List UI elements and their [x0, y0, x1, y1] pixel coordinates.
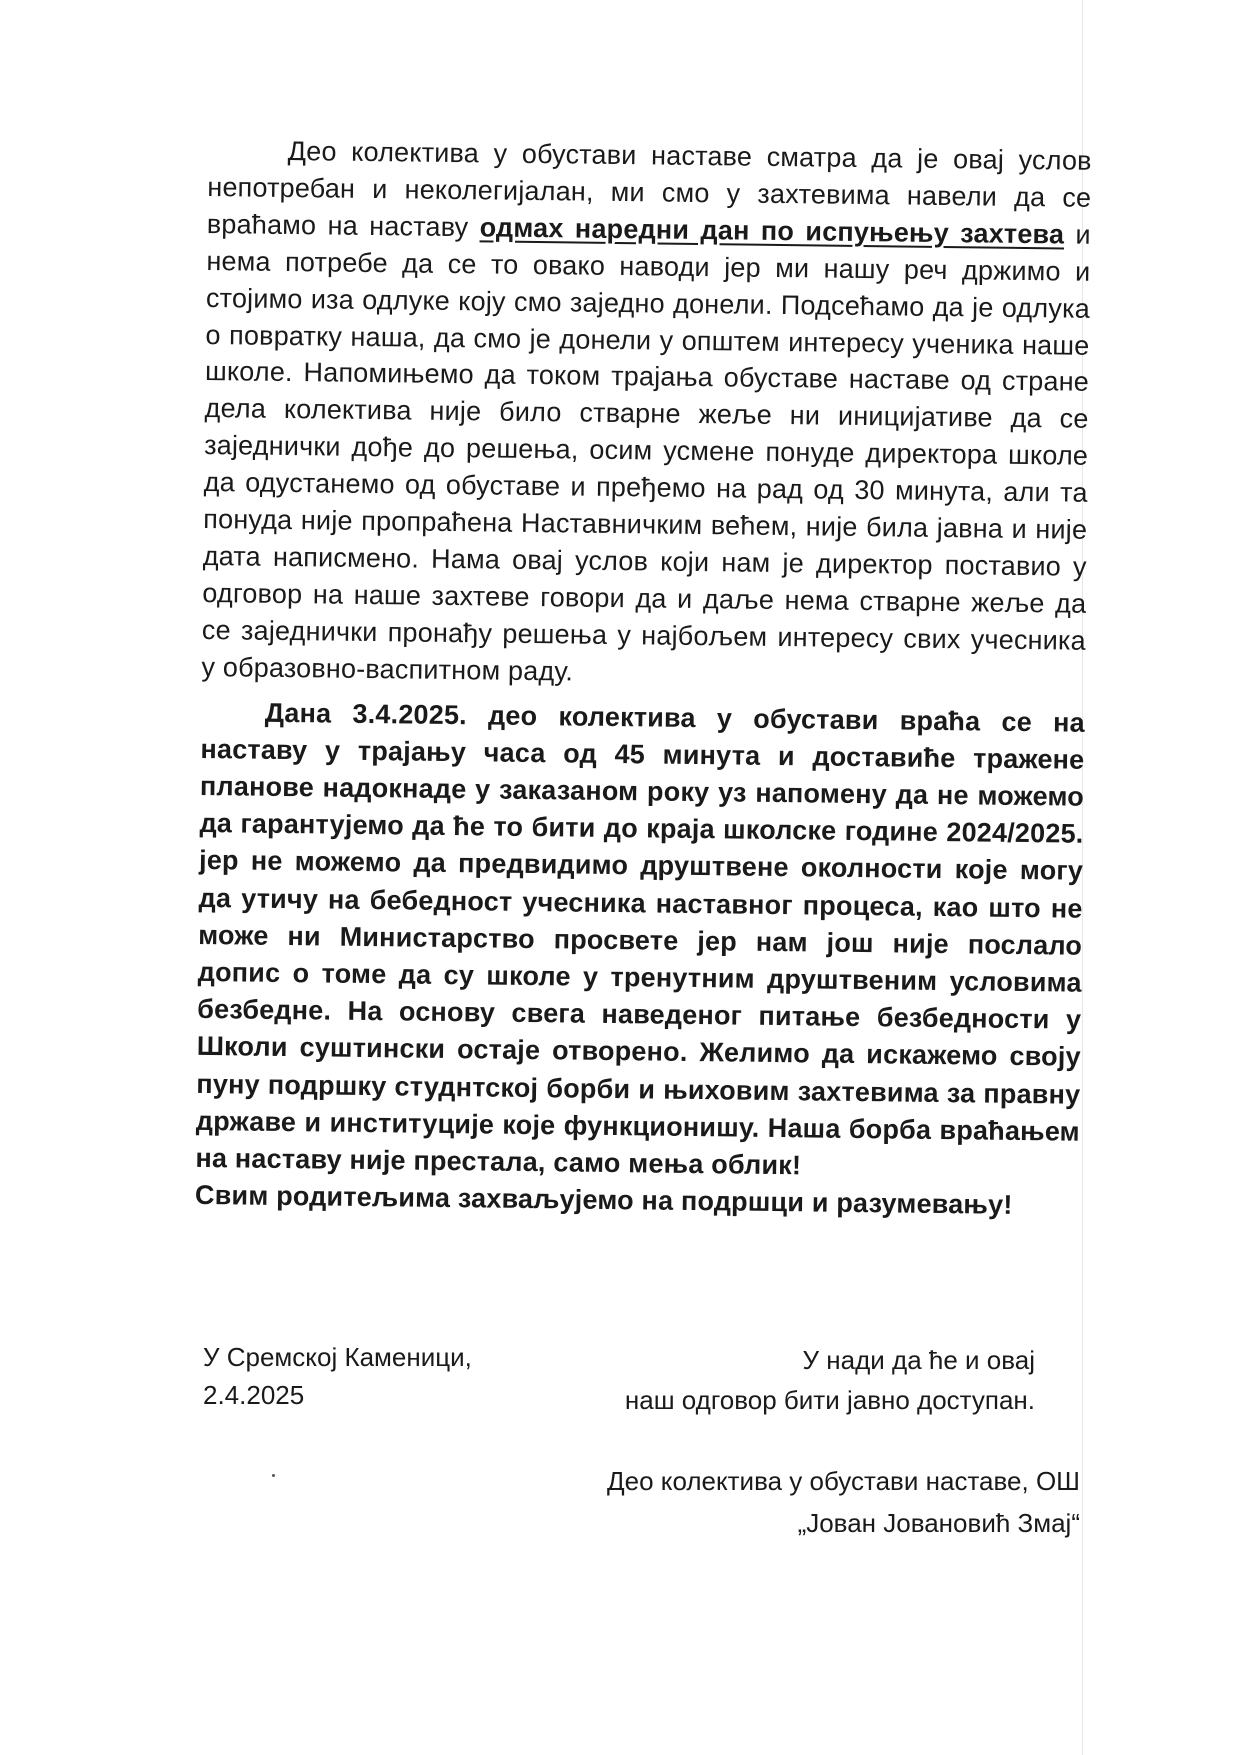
underlined-emphasis: одмах наредни дан по испуњењу захтева — [479, 212, 1065, 250]
scan-speck — [272, 1474, 275, 1477]
closing-thanks: Свим родитељима захваљујемо на подршци и разумевању! — [194, 1180, 1013, 1221]
paragraph-2-text: Дана 3.4.2025. део колектива у обустави враћа се на наставу у трајању часа од 45 минута и доставиће тражене планове надокнаде у заказаном року уз напомену да не можемо да гарантујемо да ће то бити до краја школске године 2024/2025. јер не можемо да предвидимо друштвене околности које могу да утичу на бебедност учесника наставног процеса, као што не може ни Министарство просвете јер нам још није послало допис о томе да су школе у тренутним друштвеним условима безбедне. На основу свега наведеног питање безбедности у Школи суштински остаје отворено. Желимо да искажемо своју пуну подршку студнтској борби и њиховим захтевима за правну државе и институције које функционишу. Наша борба враћањем на наставу није престала, само мења облик! — [195, 697, 1086, 1181]
letter-body — [195, 132, 1092, 1225]
date-text: 2.4.2025 — [203, 1380, 305, 1410]
signature-block — [560, 1460, 1080, 1544]
hope-line-1: У нади да ће и овај — [802, 1345, 1035, 1375]
place-and-date — [203, 1338, 472, 1414]
paragraph-1 — [201, 132, 1092, 696]
paragraph-1-intro: Део колектива у обустави наставе сматра да је овај услов непотребан и неколегијалан, ми смо у захтевима навели да се враћамо на наставу — [206, 135, 1092, 243]
place-text: У Сремској Каменици, — [203, 1342, 472, 1372]
signature-line-2: „Јован Јовановић Змај“ — [797, 1508, 1080, 1538]
hope-note — [565, 1340, 1035, 1420]
paragraph-1-rest: и нема потребе да се то овако наводи јер ми нашу реч држимо и стојимо иза одлуке коју смо заједно донели. Подсећамо да је одлука о повратку наша, да смо је донели у општем интересу ученика наше школе. Напомињемо да током трајања обуставе наставе од стране дела колектива није било стварне жеље ни иницијативе да се заједнички дође до решења, осим усмене понуде директора школе да одустанемо од обуставе и пређемо на рад од 30 минута, али та понуда није пропраћена Наставничким већем, није била јавна и није дата написмено. Нама овај услов који нам је директор поставио у одговор на наше захтеве говори да и даље нема стварне жеље да се заједнички пронађу решења у најбољем интересу свих учесника у образовно-васпитном раду. — [201, 219, 1091, 687]
signature-line-1: Део колектива у обустави наставе, ОШ — [607, 1466, 1080, 1496]
paragraph-2 — [195, 694, 1085, 1226]
hope-line-2: наш одговор бити јавно доступан. — [624, 1385, 1035, 1415]
